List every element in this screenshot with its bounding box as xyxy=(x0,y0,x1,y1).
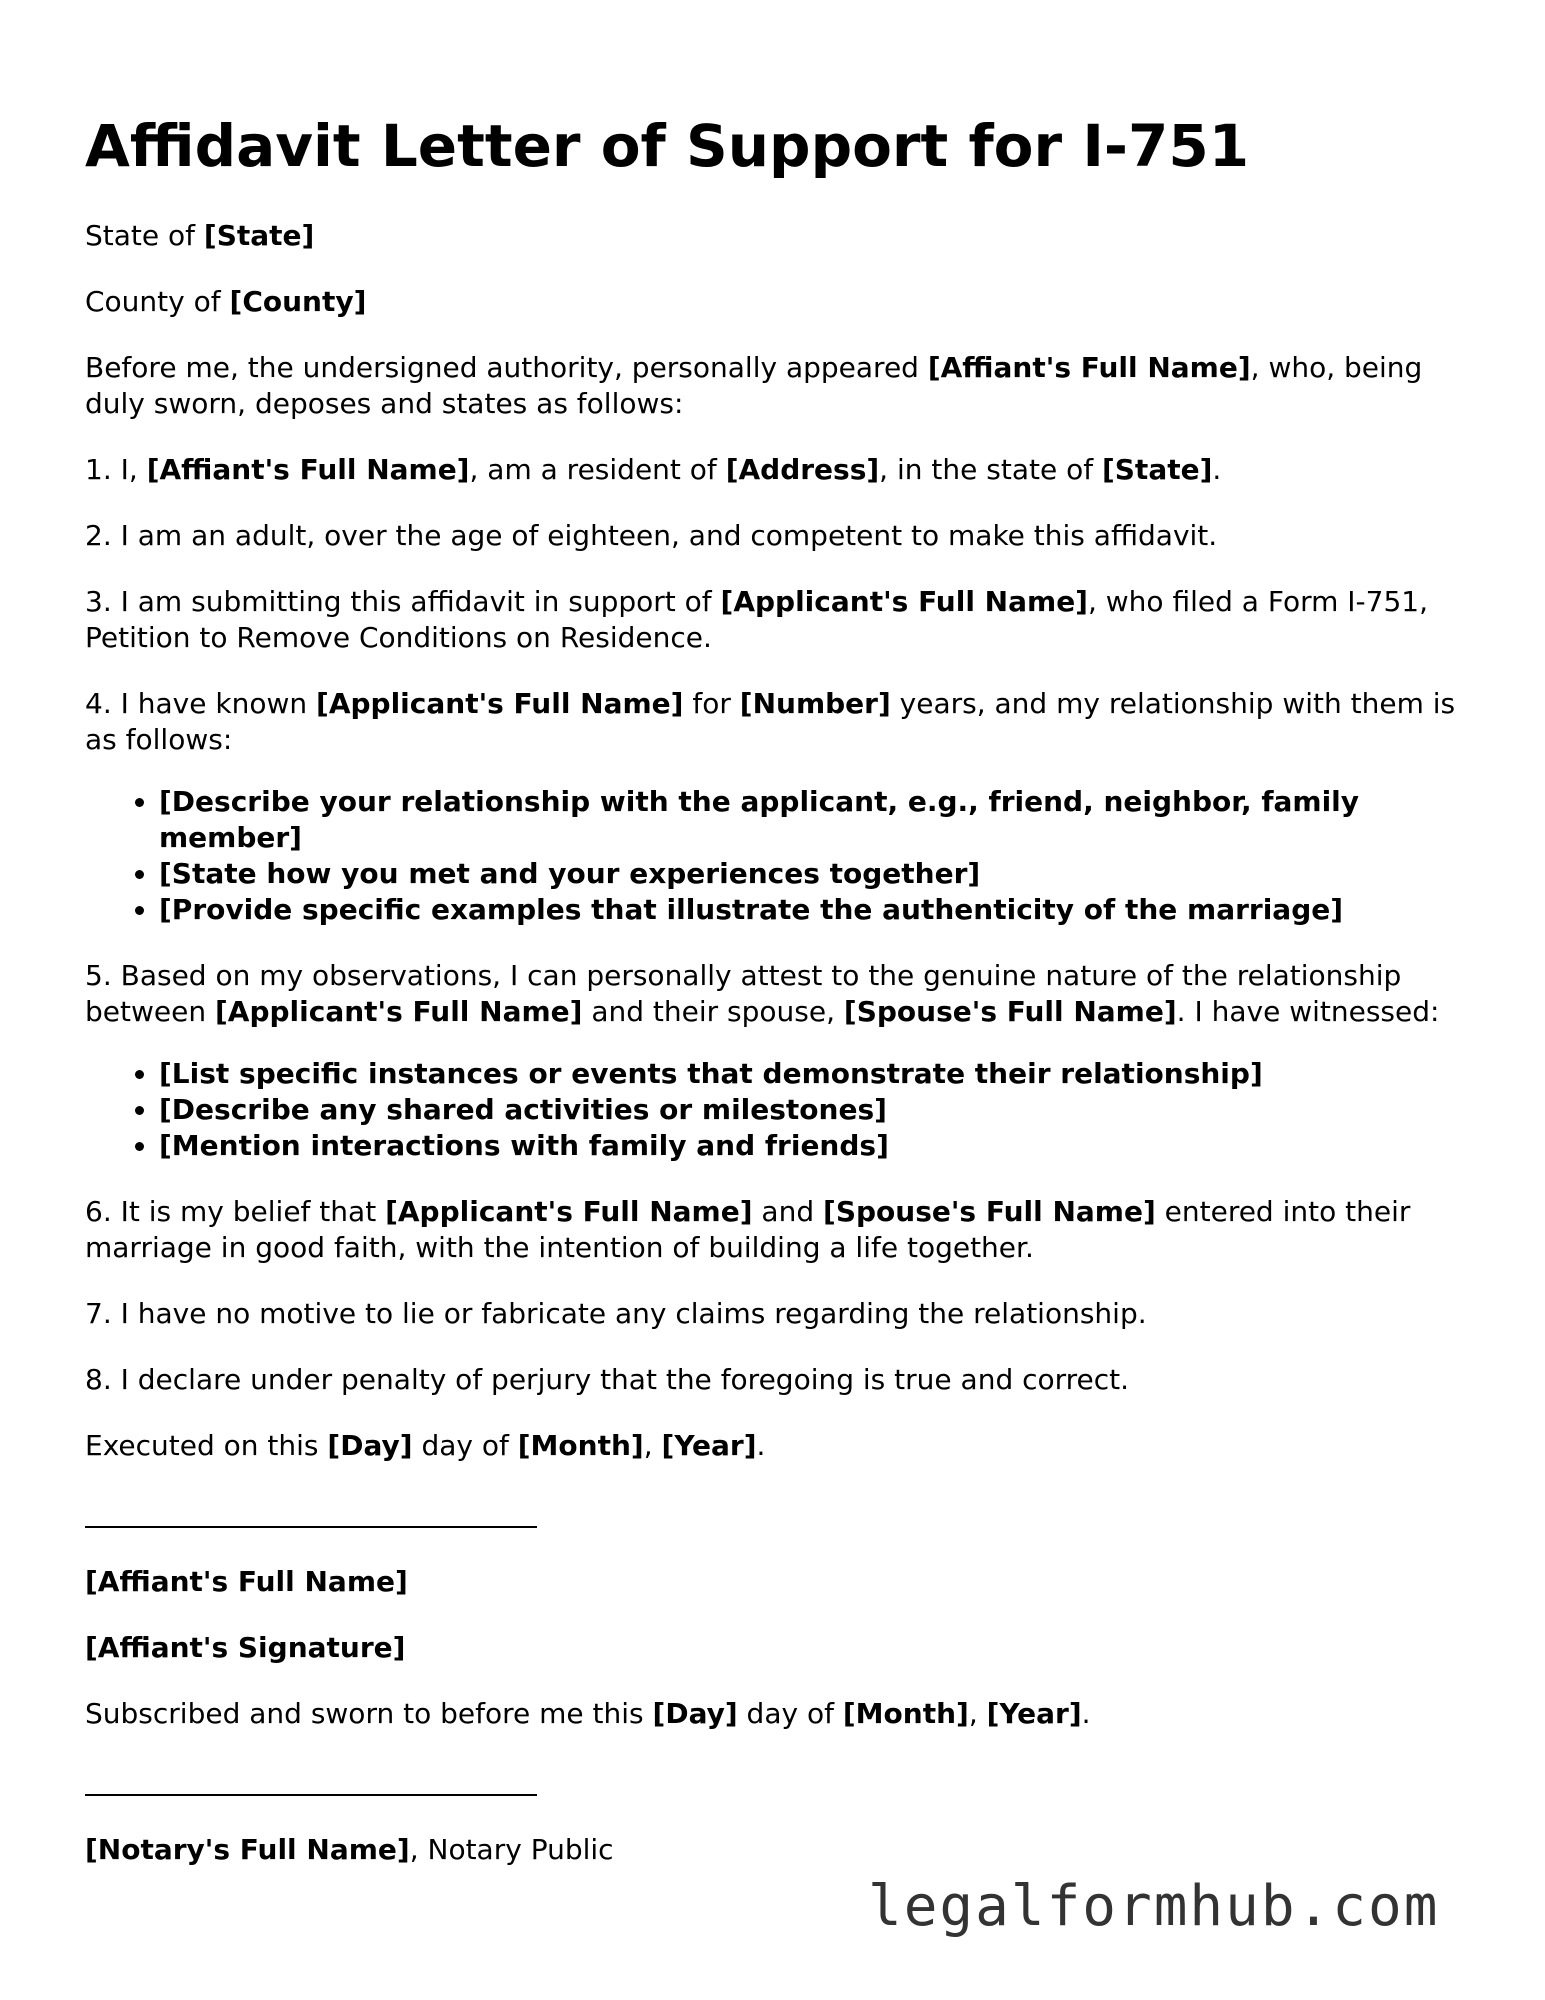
subscribed-text-2: day of xyxy=(737,1697,843,1730)
p6-spouse-name: [Spouse's Full Name] xyxy=(823,1195,1156,1228)
paragraph-3 xyxy=(85,584,1475,656)
paragraph-4 xyxy=(85,686,1475,758)
list-item: • [Provide specific examples that illustrate the authenticity of the marriage] xyxy=(159,892,1475,928)
paragraph-2: 2. I am an adult, over the age of eighteen, and competent to make this affidavit. xyxy=(85,519,1218,552)
paragraph-5 xyxy=(85,958,1475,1030)
document-body xyxy=(85,218,1475,1898)
intro-paragraph xyxy=(85,350,1475,422)
affiant-name-line xyxy=(85,1564,1475,1600)
state-line xyxy=(85,218,1475,254)
p1-address: [Address] xyxy=(725,453,880,486)
p4-applicant-name: [Applicant's Full Name] xyxy=(316,687,684,720)
p5-applicant-name: [Applicant's Full Name] xyxy=(214,995,583,1028)
executed-line xyxy=(85,1428,1475,1464)
affiant-signature-label xyxy=(85,1630,1475,1666)
paragraph-7: 7. I have no motive to lie or fabricate any claims regarding the relationship. xyxy=(85,1297,1147,1330)
executed-day: [Day] xyxy=(327,1429,413,1462)
executed-text-4: . xyxy=(756,1429,766,1462)
p4-text-1: 4. I have known xyxy=(85,687,317,720)
list-item: • [State how you met and your experiences together] xyxy=(159,856,1475,892)
executed-text-1: Executed on this xyxy=(85,1429,328,1462)
subscribed-text-1: Subscribed and sworn to before me this xyxy=(85,1697,653,1730)
subscribed-day: [Day] xyxy=(652,1697,738,1730)
p4-number: [Number] xyxy=(739,687,891,720)
county-placeholder: [County] xyxy=(229,285,367,318)
state-placeholder: [State] xyxy=(203,219,315,252)
subscribed-text-3: , xyxy=(968,1697,987,1730)
p6-applicant-name: [Applicant's Full Name] xyxy=(385,1195,753,1228)
list-item: • [Mention interactions with family and friends] xyxy=(159,1128,1475,1164)
p3-text-1: 3. I am submitting this affidavit in support of xyxy=(85,585,721,618)
affiant-signature-placeholder: [Affiant's Signature] xyxy=(85,1631,406,1664)
list-item: • [Describe your relationship with the applicant, e.g., friend, neighbor, family member] xyxy=(159,784,1475,856)
list-item: • [List specific instances or events that demonstrate their relationship] xyxy=(159,1056,1475,1092)
p6-text-1: 6. It is my belief that xyxy=(85,1195,386,1228)
notary-name-placeholder: [Notary's Full Name] xyxy=(85,1833,410,1866)
paragraph-1 xyxy=(85,452,1475,488)
witnessed-list xyxy=(85,1056,1475,1164)
state-label: State of xyxy=(85,219,204,252)
subscribed-month: [Month] xyxy=(842,1697,969,1730)
document-title: Affidavit Letter of Support for I-751 xyxy=(85,112,1250,180)
p1-text-1: 1. I, xyxy=(85,453,147,486)
p3-applicant-name: [Applicant's Full Name] xyxy=(720,585,1088,618)
list-item: • [Describe any shared activities or milestones] xyxy=(159,1092,1475,1128)
county-line xyxy=(85,284,1475,320)
intro-text-1: Before me, the undersigned authority, personally appeared xyxy=(85,351,928,384)
intro-text-2: , who, being duly sworn, deposes and states as follows: xyxy=(85,351,1423,420)
p5-spouse-name: [Spouse's Full Name] xyxy=(843,995,1177,1028)
affiant-signature-line xyxy=(85,1526,537,1528)
relationship-list xyxy=(85,784,1475,928)
executed-text-3: , xyxy=(643,1429,662,1462)
site-watermark: legalformhub.com xyxy=(868,1874,1440,1939)
p4-text-2: for xyxy=(683,687,740,720)
notary-line xyxy=(85,1832,1475,1868)
p5-text-2: and their spouse, xyxy=(582,995,844,1028)
p3-text-2: , who filed a Form I-751, Petition to Remove Conditions on Residence. xyxy=(85,585,1428,654)
p1-text-2: , am a resident of xyxy=(469,453,726,486)
notary-suffix: , Notary Public xyxy=(409,1833,614,1866)
p1-text-4: . xyxy=(1212,453,1222,486)
county-label: County of xyxy=(85,285,230,318)
subscribed-year: [Year] xyxy=(986,1697,1082,1730)
subscribed-text-4: . xyxy=(1081,1697,1091,1730)
p4-text-3: years, and my relationship with them is as follows: xyxy=(85,687,1456,756)
executed-year: [Year] xyxy=(661,1429,757,1462)
p1-state: [State] xyxy=(1101,453,1213,486)
p6-text-3: entered into their marriage in good faith, with the intention of building a life together. xyxy=(85,1195,1411,1264)
intro-affiant-name: [Affiant's Full Name] xyxy=(927,351,1251,384)
subscribed-line xyxy=(85,1696,1475,1732)
p1-affiant-name: [Affiant's Full Name] xyxy=(146,453,470,486)
paragraph-8: 8. I declare under penalty of perjury that the foregoing is true and correct. xyxy=(85,1363,1130,1396)
notary-signature-line xyxy=(85,1794,537,1796)
executed-month: [Month] xyxy=(517,1429,644,1462)
executed-text-2: day of xyxy=(412,1429,518,1462)
p1-text-3: , in the state of xyxy=(879,453,1102,486)
paragraph-6 xyxy=(85,1194,1475,1266)
p5-text-3: . I have witnessed: xyxy=(1176,995,1440,1028)
affiant-name-placeholder: [Affiant's Full Name] xyxy=(85,1565,408,1598)
p6-text-2: and xyxy=(752,1195,824,1228)
p5-text-1: 5. Based on my observations, I can personally attest to the genuine nature of the relationship between xyxy=(85,959,1402,1028)
